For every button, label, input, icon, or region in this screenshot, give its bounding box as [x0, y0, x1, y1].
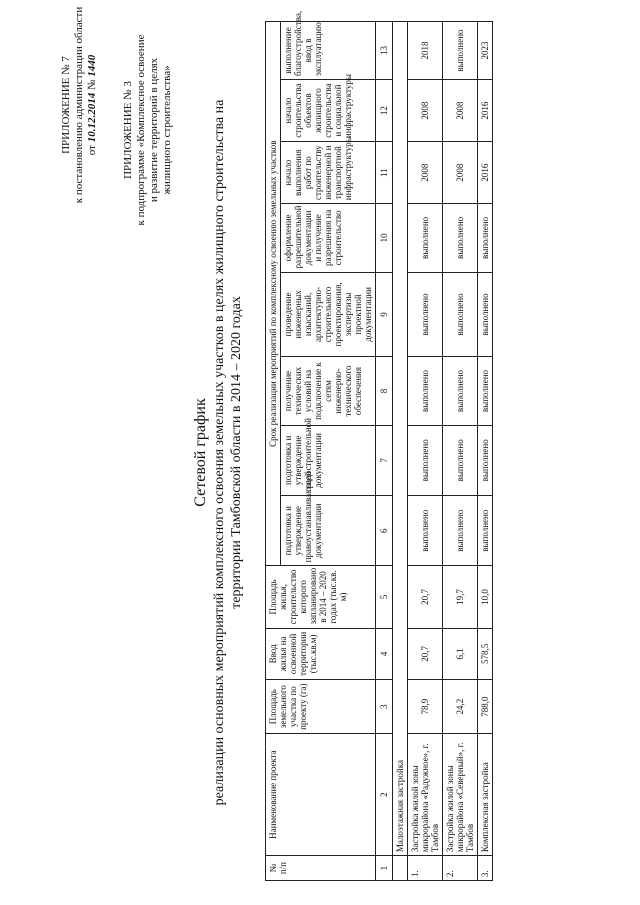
row-housing: 20,7 — [408, 628, 443, 680]
row-c13: 2023 — [478, 22, 493, 80]
header-housing: Ввод жилья на освоенной территории (тыс.кв.м) — [266, 628, 376, 680]
table-row — [478, 22, 493, 881]
handwritten-number: 1440 — [86, 54, 98, 77]
header-c9: проведение инженерных изысканий, архитектурно-строительного проектирования, экспертизы проектной документации — [281, 272, 376, 357]
row-c8: выполнено — [408, 357, 443, 425]
row-c12: 2016 — [478, 80, 493, 142]
appendix-3-title: ПРИЛОЖЕНИЕ № 3 — [122, 81, 134, 179]
row-c12: 2008 — [408, 80, 443, 142]
appendix-3-header — [122, 10, 174, 250]
header-c13: выполнение благоустройства, ввод в эксплуатацию — [281, 22, 376, 80]
col-number: 3 — [376, 680, 393, 734]
row-c11: 2008 — [443, 142, 478, 204]
header-c12: начало строительства объектов жилищного строительства и социальной инфраструктуры — [281, 80, 376, 142]
section-spacer — [393, 856, 408, 881]
col-number: 4 — [376, 628, 393, 680]
header-c7: подготовка и утверждение градостроительной документации — [281, 425, 376, 495]
schedule-table — [265, 10, 493, 881]
row-name: Застройка жилой зоны микрорайона «Радужное», г. Тамбов — [408, 734, 443, 856]
row-c8: выполнено — [443, 357, 478, 425]
header-area: Площадь земельного участка по проекту (га) — [266, 680, 376, 734]
col-number: 8 — [376, 357, 393, 425]
appendix-3-line-4: жилищного строительства» — [161, 65, 173, 195]
row-housing: 578,5 — [478, 628, 493, 680]
appendix-7-header — [60, 5, 99, 205]
header-group: Срок реализации мероприятий по комплексному освоению земельных участков — [266, 22, 281, 566]
appendix-7-title: ПРИЛОЖЕНИЕ № 7 — [60, 56, 72, 154]
header-planned: Площадь жилья, строительство которого запланировано в 2014 – 2020 годах (тыс.кв. м) — [266, 566, 376, 628]
header-c6: подготовка и утверждение правоустанавливающей документации — [281, 496, 376, 566]
title-line-3: территории Тамбовской области в 2014 – 2020 годах — [229, 296, 244, 609]
row-area: 78,9 — [408, 680, 443, 734]
row-c6: выполнено — [408, 496, 443, 566]
row-c9: выполнено — [478, 272, 493, 357]
table-row — [443, 22, 478, 881]
row-name: Застройка жилой зоны микрорайона «Северный», г. Тамбов — [443, 734, 478, 856]
header-no: № п/п — [266, 856, 376, 881]
document-title — [192, 80, 245, 825]
row-c10: выполнено — [443, 204, 478, 272]
row-c13: выполнено — [443, 22, 478, 80]
row-housing: 6,1 — [443, 628, 478, 680]
col-number: 6 — [376, 496, 393, 566]
row-c6: выполнено — [478, 496, 493, 566]
row-c9: выполнено — [443, 272, 478, 357]
title-line-1: Сетевой график — [192, 398, 209, 507]
row-c10: выполнено — [478, 204, 493, 272]
row-c12: 2008 — [443, 80, 478, 142]
col-number: 1 — [376, 856, 393, 881]
col-number: 10 — [376, 204, 393, 272]
col-number: 13 — [376, 22, 393, 80]
row-c11: 2008 — [408, 142, 443, 204]
column-number-row — [376, 22, 393, 881]
header-c11: начало выполнения работ по строительству инженерной и транспортной инфраструктуры — [281, 142, 376, 204]
row-c13: 2018 — [408, 22, 443, 80]
row-planned: 10,0 — [478, 566, 493, 628]
row-c7: выполнено — [443, 425, 478, 495]
col-number: 7 — [376, 425, 393, 495]
table-header-row-1 — [266, 22, 281, 881]
row-c11: 2016 — [478, 142, 493, 204]
row-planned: 20,7 — [408, 566, 443, 628]
appendix-7-subtitle: к постановлению администрации области — [73, 6, 85, 204]
header-c10: оформление разрешительной документации и получение разрешения на строительство — [281, 204, 376, 272]
appendix-3-line-3: и развитие территорий в целях — [148, 57, 160, 203]
col-number: 12 — [376, 80, 393, 142]
col-number: 2 — [376, 734, 393, 856]
row-c8: выполнено — [478, 357, 493, 425]
row-no: 2. — [443, 856, 478, 881]
row-c10: выполнено — [408, 204, 443, 272]
header-c8: получение технических условий на подключение к сетям инженерно-технического обеспечения — [281, 357, 376, 425]
row-no: 3. — [478, 856, 493, 881]
appendix-3-line-2: к подпрограмме «Комплексное освоение — [135, 34, 147, 226]
handwritten-date: 10.12.2014 — [86, 92, 98, 143]
row-c6: выполнено — [443, 496, 478, 566]
appendix-7-date-line — [86, 5, 99, 205]
section-row — [393, 22, 408, 881]
row-area: 788,0 — [478, 680, 493, 734]
table-row — [408, 22, 443, 881]
col-number: 5 — [376, 566, 393, 628]
col-number: 11 — [376, 142, 393, 204]
col-number: 9 — [376, 272, 393, 357]
row-c9: выполнено — [408, 272, 443, 357]
header-name: Наименование проекта — [266, 734, 376, 856]
row-c7: выполнено — [408, 425, 443, 495]
row-name: Комплексная застройка — [478, 734, 493, 856]
row-area: 24,2 — [443, 680, 478, 734]
title-line-2: реализации основных мероприятий комплексного освоения земельных участков в целях жилищного строительства на — [212, 99, 227, 806]
number-prefix: № — [86, 79, 98, 91]
row-no: 1. — [408, 856, 443, 881]
date-prefix: от — [86, 145, 98, 156]
section-label: Малоэтажная застройка — [393, 22, 408, 856]
row-c7: выполнено — [478, 425, 493, 495]
row-planned: 19,7 — [443, 566, 478, 628]
